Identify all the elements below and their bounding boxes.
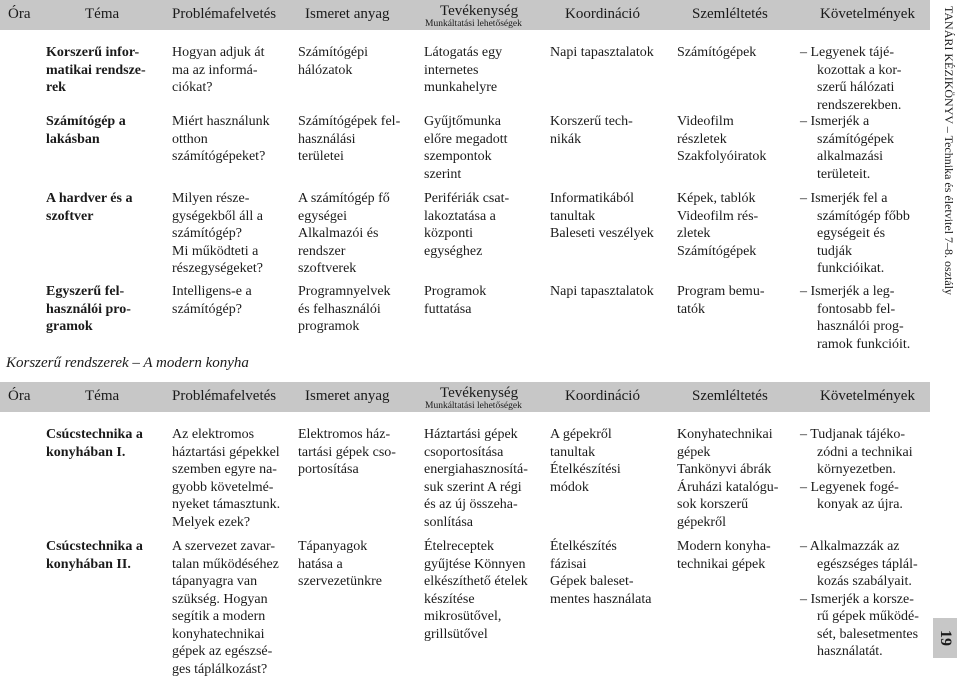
- cell-line: Látogatás egy: [424, 44, 502, 62]
- cell-szemleltetes: [677, 113, 766, 166]
- cell-ismeret: [298, 283, 391, 336]
- cell-problema: [172, 538, 279, 678]
- cell-line: ciókat?: [172, 79, 265, 97]
- cell-szemleltetes: [677, 44, 756, 62]
- cell-line: részegységeket?: [172, 260, 263, 278]
- cell-line: módok: [550, 479, 621, 497]
- cell-line: Szakfolyóiratok: [677, 148, 766, 166]
- header-col-tema: Téma: [85, 0, 119, 30]
- cell-line: számítógép?: [172, 301, 252, 319]
- cell-line: csoportosítása: [424, 444, 528, 462]
- cell-szemleltetes: [677, 283, 764, 318]
- cell-line: számítógép?: [172, 225, 263, 243]
- cell-line: Napi tapasztalatok: [550, 283, 654, 301]
- cell-line: konyhában II.: [46, 556, 143, 574]
- header-col-problema: Problémafelvetés: [172, 0, 276, 30]
- cell-kovetelmenyek: [800, 426, 913, 514]
- cell-line: talan működéséhez: [172, 556, 279, 574]
- cell-line: – Ismerjék a: [800, 113, 894, 131]
- cell-line: gépek az egészsé-: [172, 643, 279, 661]
- cell-line: használói pro-: [46, 301, 131, 319]
- cell-line: rű gépek működé-: [800, 608, 919, 626]
- cell-line: kozás szabályait.: [800, 573, 919, 591]
- cell-line: Baleseti veszélyek: [550, 225, 654, 243]
- cell-line: konyhatechnikai: [172, 626, 279, 644]
- cell-line: – Ismerjék a korsze-: [800, 591, 919, 609]
- cell-line: szervezetünkre: [298, 573, 382, 591]
- cell-line: hatása a: [298, 556, 382, 574]
- cell-line: zódni a technikai: [800, 444, 913, 462]
- header-col-tevekenyseg-main: Tevékenység: [440, 3, 522, 20]
- cell-line: Számítógépek: [677, 44, 756, 62]
- cell-line: gramok: [46, 318, 131, 336]
- cell-koordinacio: [550, 44, 654, 62]
- header-col-problema: Problémafelvetés: [172, 382, 276, 412]
- cell-line: gységekből áll a: [172, 208, 263, 226]
- cell-line: Melyek ezek?: [172, 514, 280, 532]
- cell-line: Intelligens-e a: [172, 283, 252, 301]
- cell-line: Számítógép a: [46, 113, 126, 131]
- cell-tevekenyseg: [424, 283, 486, 318]
- cell-kovetelmenyek: [800, 113, 894, 183]
- cell-line: A szervezet zavar-: [172, 538, 279, 556]
- cell-line: tanultak: [550, 208, 654, 226]
- cell-line: internetes: [424, 62, 502, 80]
- cell-line: rek: [46, 79, 146, 97]
- cell-line: Milyen része-: [172, 190, 263, 208]
- cell-tema: [46, 283, 131, 336]
- cell-line: Számítógépek fel-: [298, 113, 400, 131]
- header-col-tevekenyseg-sub: Munkáltatási lehetőségek: [425, 19, 522, 29]
- cell-tevekenyseg: [424, 44, 502, 97]
- cell-line: otthon: [172, 131, 270, 149]
- cell-koordinacio: [550, 113, 633, 148]
- cell-line: zletek: [677, 225, 758, 243]
- header-col-ora: Óra: [8, 0, 31, 30]
- cell-line: ramok funkcióit.: [800, 336, 910, 354]
- cell-line: sok korszerű: [677, 496, 778, 514]
- cell-problema: [172, 44, 265, 97]
- cell-line: Ételkészítési: [550, 461, 621, 479]
- cell-tema: [46, 190, 132, 225]
- cell-szemleltetes: [677, 426, 778, 531]
- cell-koordinacio: [550, 283, 654, 301]
- cell-line: készítése: [424, 591, 528, 609]
- cell-line: területeit.: [800, 166, 894, 184]
- cell-line: környezetben.: [800, 461, 913, 479]
- cell-line: Egyszerű fel-: [46, 283, 131, 301]
- cell-problema: [172, 190, 263, 278]
- header-col-kovetelmenyek: Követelmények: [820, 382, 915, 412]
- cell-tema: [46, 113, 126, 148]
- cell-line: konyak az újra.: [800, 496, 913, 514]
- cell-line: – Legyenek fogé-: [800, 479, 913, 497]
- cell-line: kozottak a kor-: [800, 62, 901, 80]
- cell-line: tápanyagra van: [172, 573, 279, 591]
- sidebar-running-title: TANÁRI KÉZIKÖNYV – Technika és életvitel 7–8. osztály: [934, 6, 956, 336]
- cell-line: Mi működteti a: [172, 243, 263, 261]
- cell-line: Videofilm rés-: [677, 208, 758, 226]
- header-col-koordinacio: Koordináció: [565, 382, 640, 412]
- cell-line: A hardver és a: [46, 190, 132, 208]
- header-col-tema: Téma: [85, 382, 119, 412]
- cell-line: egységei: [298, 208, 390, 226]
- cell-line: szükség. Hogyan: [172, 591, 279, 609]
- cell-line: programok: [298, 318, 391, 336]
- sidebar: [930, 0, 960, 662]
- cell-line: szempontok: [424, 148, 508, 166]
- cell-line: Informatikából: [550, 190, 654, 208]
- cell-line: rendszerekben.: [800, 97, 901, 115]
- cell-line: Elektromos ház-: [298, 426, 396, 444]
- table2-header: [0, 382, 930, 412]
- cell-line: futtatása: [424, 301, 486, 319]
- cell-line: számítógépek: [800, 131, 894, 149]
- cell-ismeret: [298, 426, 396, 479]
- cell-line: gyűjtése Könnyen: [424, 556, 528, 574]
- cell-line: számítógép főbb: [800, 208, 910, 226]
- cell-line: sét, balesetmentes: [800, 626, 919, 644]
- cell-line: grillsütővel: [424, 626, 528, 644]
- cell-line: Áruházi katalógu-: [677, 479, 778, 497]
- cell-line: Háztartási gépek: [424, 426, 528, 444]
- cell-tema: [46, 538, 143, 573]
- header-col-szemleltetes: Szemléltetés: [692, 382, 768, 412]
- section-title: Korszerű rendszerek – A modern konyha: [6, 355, 249, 372]
- cell-line: tartási gépek cso-: [298, 444, 396, 462]
- cell-koordinacio: [550, 538, 651, 608]
- cell-line: Alkalmazói és: [298, 225, 390, 243]
- header-col-tevekenyseg-sub: Munkáltatási lehetőségek: [425, 401, 522, 411]
- cell-line: sonlítása: [424, 514, 528, 532]
- page-number: 19: [936, 630, 954, 646]
- header-col-tevekenyseg-main: Tevékenység: [440, 385, 522, 402]
- cell-line: Konyhatechnikai: [677, 426, 778, 444]
- header-col-ismeret: Ismeret anyag: [305, 0, 390, 30]
- cell-line: Csúcstechnika a: [46, 538, 143, 556]
- cell-line: és felhasználói: [298, 301, 391, 319]
- cell-line: Számítógépi: [298, 44, 368, 62]
- cell-tevekenyseg: [424, 190, 509, 260]
- cell-kovetelmenyek: [800, 538, 919, 661]
- cell-line: egészséges táplál-: [800, 556, 919, 574]
- cell-line: rendszer: [298, 243, 390, 261]
- cell-line: nikák: [550, 131, 633, 149]
- cell-line: Tankönyvi ábrák: [677, 461, 778, 479]
- cell-ismeret: [298, 538, 382, 591]
- cell-line: használási: [298, 131, 400, 149]
- cell-line: A számítógép fő: [298, 190, 390, 208]
- cell-tevekenyseg: [424, 538, 528, 643]
- header-col-koordinacio: Koordináció: [565, 0, 640, 30]
- cell-kovetelmenyek: [800, 190, 910, 278]
- cell-ismeret: [298, 113, 400, 166]
- cell-line: mikrosütővel,: [424, 608, 528, 626]
- cell-line: Miért használunk: [172, 113, 270, 131]
- cell-line: munkahelyre: [424, 79, 502, 97]
- cell-line: funkcióikat.: [800, 260, 910, 278]
- cell-line: és az új összeha-: [424, 496, 528, 514]
- cell-line: részletek: [677, 131, 766, 149]
- cell-line: suk szerint A régi: [424, 479, 528, 497]
- cell-kovetelmenyek: [800, 44, 901, 114]
- cell-line: szoftver: [46, 208, 132, 226]
- cell-line: használói prog-: [800, 318, 910, 336]
- cell-line: gépekről: [677, 514, 778, 532]
- header-col-tevekenyseg: [440, 385, 522, 415]
- cell-line: Ételreceptek: [424, 538, 528, 556]
- cell-line: portosítása: [298, 461, 396, 479]
- cell-line: használatát.: [800, 643, 919, 661]
- cell-line: számítógépeket?: [172, 148, 270, 166]
- header-col-ora: Óra: [8, 382, 31, 412]
- cell-line: területei: [298, 148, 400, 166]
- cell-line: A gépekről: [550, 426, 621, 444]
- cell-line: nyeket támasztunk.: [172, 496, 280, 514]
- cell-line: egységeit és: [800, 225, 910, 243]
- cell-line: segítik a modern: [172, 608, 279, 626]
- cell-tevekenyseg: [424, 426, 528, 531]
- header-col-szemleltetes: Szemléltetés: [692, 0, 768, 30]
- cell-line: – Ismerjék a leg-: [800, 283, 910, 301]
- cell-tema: [46, 426, 143, 461]
- cell-line: tanultak: [550, 444, 621, 462]
- cell-line: mentes használata: [550, 591, 651, 609]
- cell-kovetelmenyek: [800, 283, 910, 353]
- cell-line: – Ismerjék fel a: [800, 190, 910, 208]
- cell-koordinacio: [550, 426, 621, 496]
- cell-line: elkészíthető ételek: [424, 573, 528, 591]
- cell-line: háztartási gépekkel: [172, 444, 280, 462]
- cell-tema: [46, 44, 146, 97]
- cell-line: Számítógépek: [677, 243, 758, 261]
- cell-line: – Legyenek tájé-: [800, 44, 901, 62]
- cell-line: hálózatok: [298, 62, 368, 80]
- cell-line: ma az informá-: [172, 62, 265, 80]
- cell-szemleltetes: [677, 538, 771, 573]
- cell-ismeret: [298, 44, 368, 79]
- cell-line: Gépek baleset-: [550, 573, 651, 591]
- cell-line: – Alkalmazzák az: [800, 538, 919, 556]
- cell-line: technikai gépek: [677, 556, 771, 574]
- cell-line: Napi tapasztalatok: [550, 44, 654, 62]
- cell-line: fontosabb fel-: [800, 301, 910, 319]
- page-number-box: [933, 618, 957, 658]
- cell-szemleltetes: [677, 190, 758, 260]
- cell-line: Korszerű tech-: [550, 113, 633, 131]
- cell-line: Tápanyagok: [298, 538, 382, 556]
- cell-line: matikai rendsze-: [46, 62, 146, 80]
- cell-tevekenyseg: [424, 113, 508, 183]
- cell-line: gépek: [677, 444, 778, 462]
- cell-line: Modern konyha-: [677, 538, 771, 556]
- cell-line: Az elektromos: [172, 426, 280, 444]
- cell-line: tudják: [800, 243, 910, 261]
- cell-line: Programnyelvek: [298, 283, 391, 301]
- header-col-tevekenyseg: [440, 3, 522, 33]
- cell-line: szerű hálózati: [800, 79, 901, 97]
- cell-line: alkalmazási: [800, 148, 894, 166]
- table1-header: [0, 0, 930, 30]
- cell-line: Képek, tablók: [677, 190, 758, 208]
- cell-line: tatók: [677, 301, 764, 319]
- cell-line: ges táplálkozást?: [172, 661, 279, 678]
- cell-line: Gyűjtőmunka: [424, 113, 508, 131]
- cell-line: egységhez: [424, 243, 509, 261]
- cell-line: Programok: [424, 283, 486, 301]
- header-col-ismeret: Ismeret anyag: [305, 382, 390, 412]
- header-col-kovetelmenyek: Követelmények: [820, 0, 915, 30]
- cell-line: előre megadott: [424, 131, 508, 149]
- cell-line: Hogyan adjuk át: [172, 44, 265, 62]
- cell-problema: [172, 113, 270, 166]
- cell-line: Ételkészítés: [550, 538, 651, 556]
- cell-line: konyhában I.: [46, 444, 143, 462]
- cell-line: szemben egyre na-: [172, 461, 280, 479]
- cell-line: – Tudjanak tájéko-: [800, 426, 913, 444]
- cell-line: Videofilm: [677, 113, 766, 131]
- cell-ismeret: [298, 190, 390, 278]
- cell-line: szoftverek: [298, 260, 390, 278]
- cell-problema: [172, 283, 252, 318]
- cell-line: gyobb követelmé-: [172, 479, 280, 497]
- cell-line: fázisai: [550, 556, 651, 574]
- cell-line: lakásban: [46, 131, 126, 149]
- cell-line: Korszerű infor-: [46, 44, 146, 62]
- cell-line: energiahasznosítá-: [424, 461, 528, 479]
- cell-line: Csúcstechnika a: [46, 426, 143, 444]
- cell-line: szerint: [424, 166, 508, 184]
- cell-problema: [172, 426, 280, 531]
- cell-line: Perifériák csat-: [424, 190, 509, 208]
- cell-line: Program bemu-: [677, 283, 764, 301]
- cell-line: lakoztatása a: [424, 208, 509, 226]
- cell-line: központi: [424, 225, 509, 243]
- cell-koordinacio: [550, 190, 654, 243]
